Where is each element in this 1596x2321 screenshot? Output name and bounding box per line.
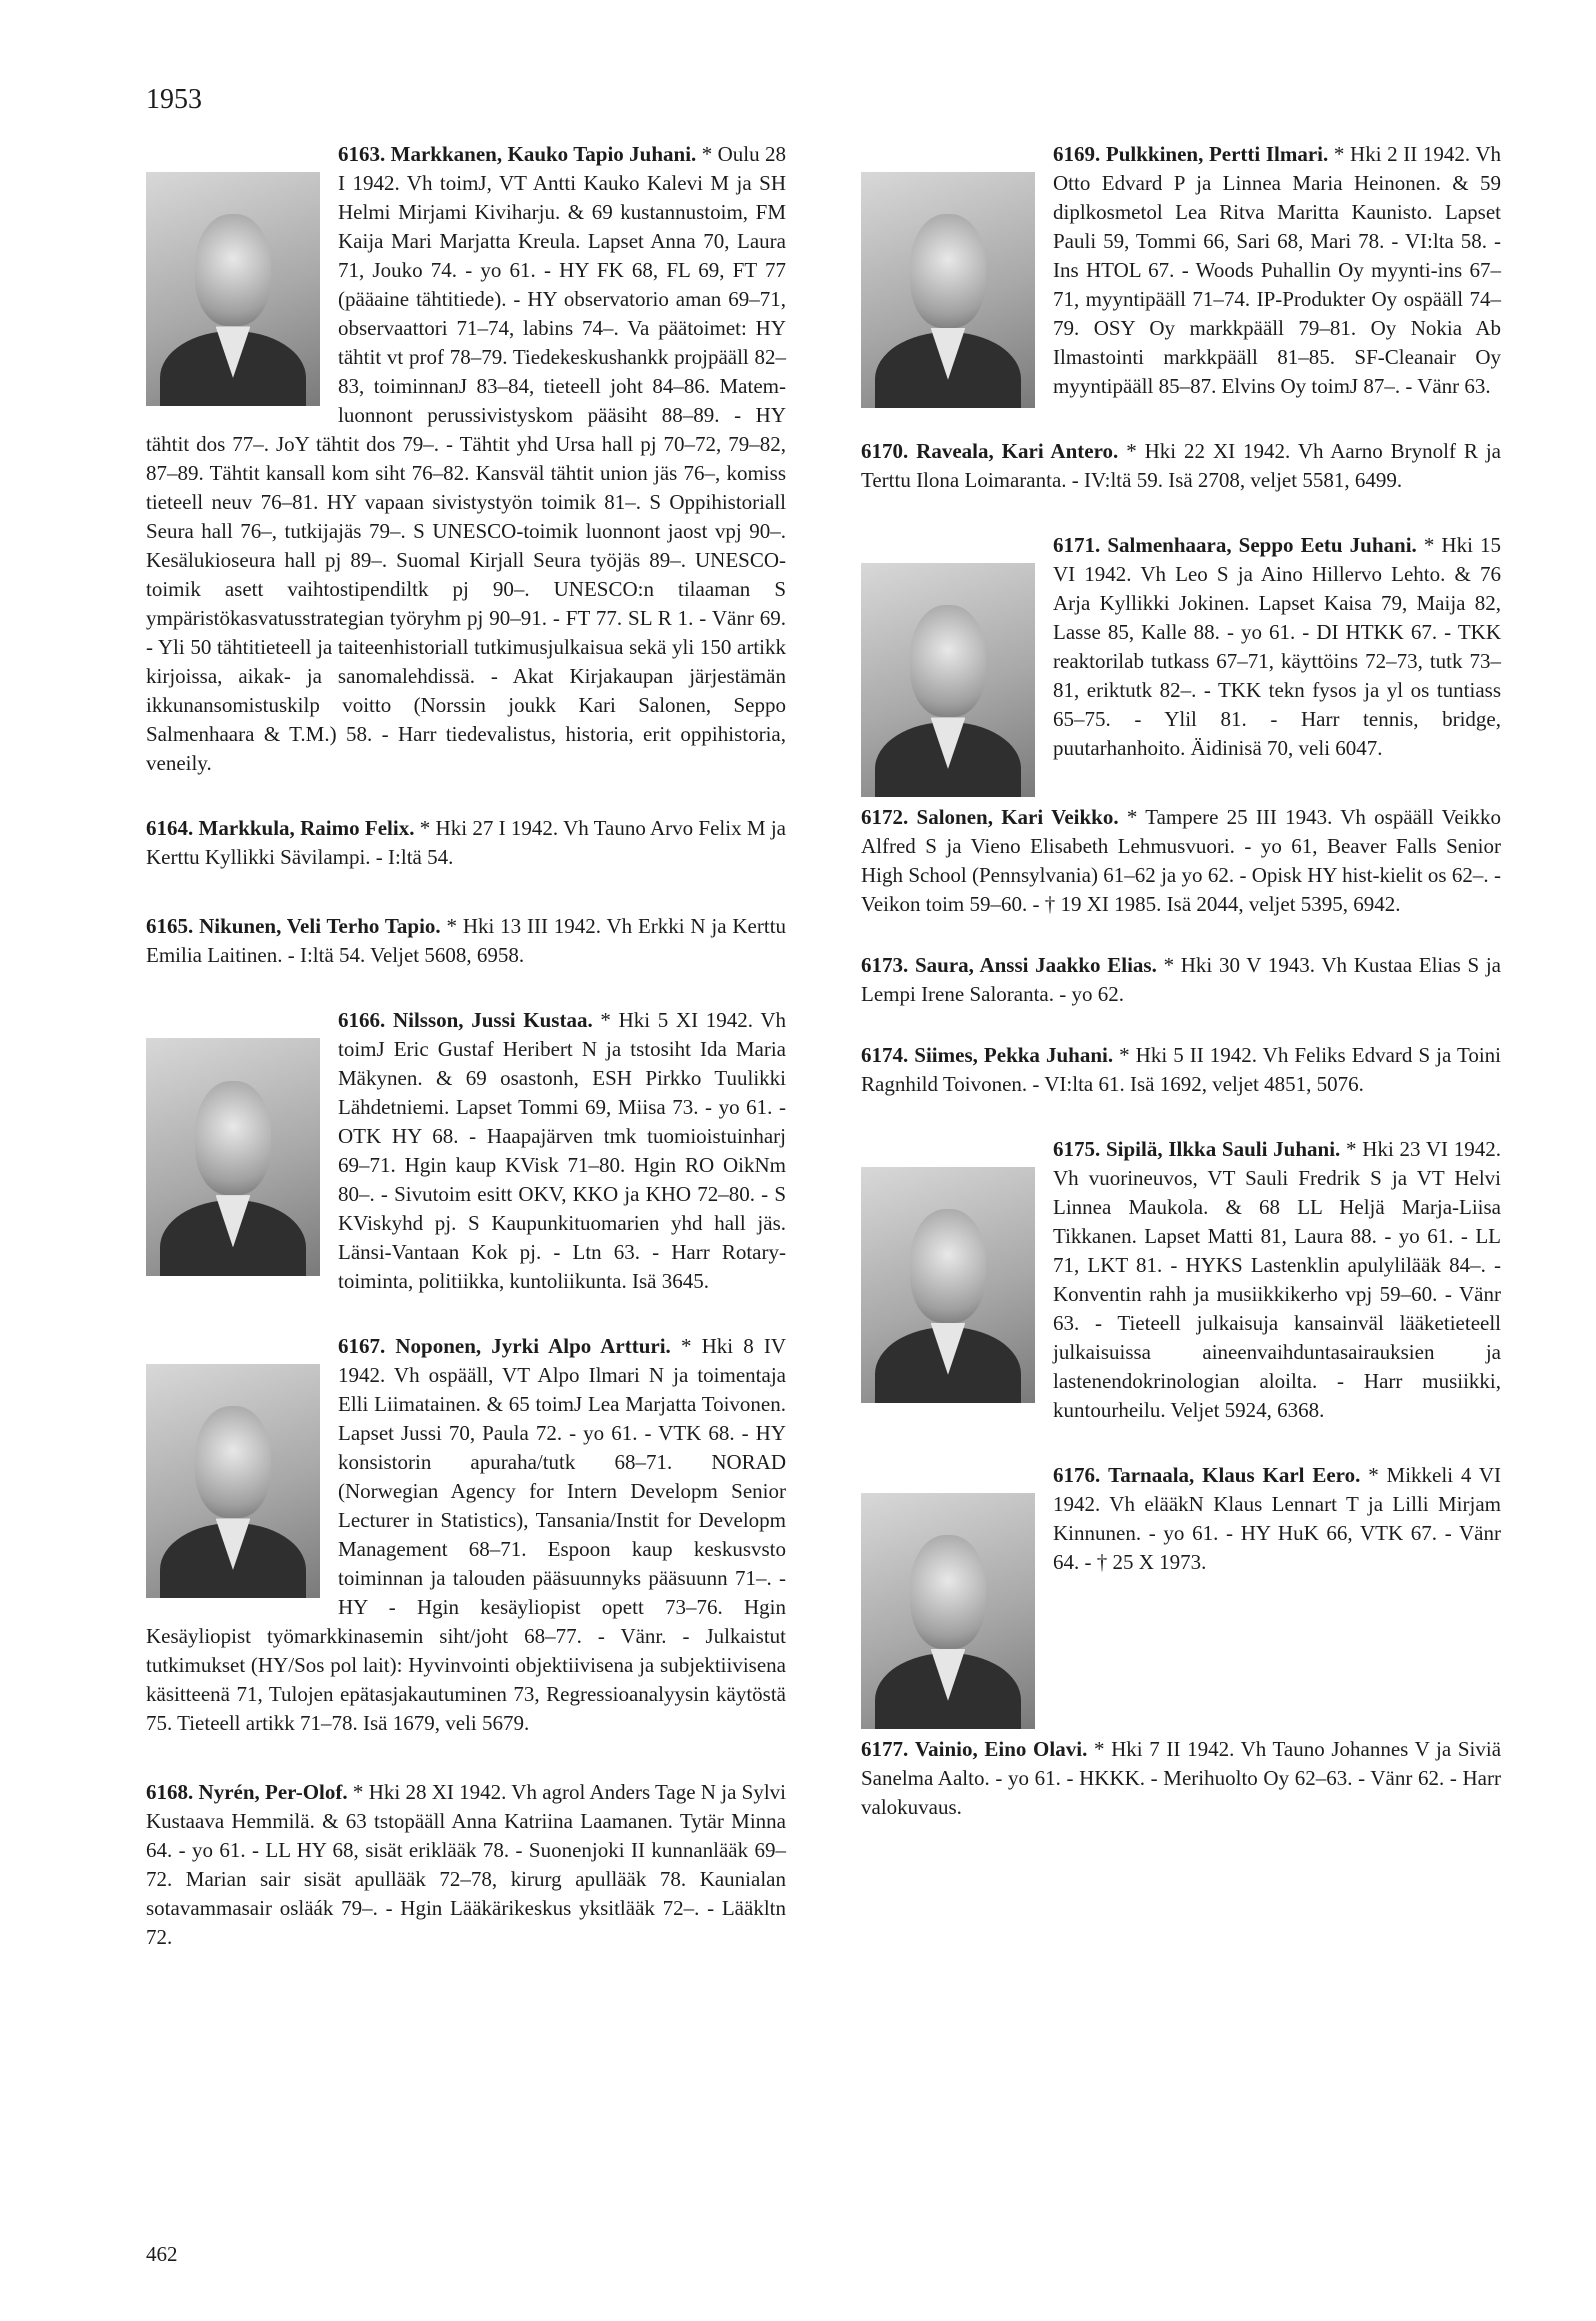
entry-6172 (861, 803, 1501, 919)
entry-name: Salmenhaara, Seppo Eetu Juhani. (1107, 533, 1417, 557)
entry-name: Markkula, Raimo Felix. (198, 816, 415, 840)
entry-text: * Oulu 28 I 1942. Vh toimJ, VT Antti Kauko Kalevi M ja SH Helmi Mirjami Kiviharju. & 69 kustannustoim, FM Kaija Mari Marjatta Kreula. Lapset Anna 70, Laura 71, Jouko 74. - yo 61. - HY FK 68, FL 69, FT 77 (pääaine tähtitiede). - HY observatorio aman 69–71, observaattori 71–74, labins 74–. Va päätoimet: HY tähtit vt prof 78–79. Tiedekeskushankk projpääll 82–83, toiminnanJ 83–84, tieteell joht 84–86. Matem-luonnont perussivistyskom pääsiht 88–89. - HY tähtit dos 77–. JoY tähtit dos 79–. - Tähtit yhd Ursa hall pj 70–72, 79–82, 87–89. Tähtit kansall kom siht 76–82. Kansväl tähtit union jäs 76–, komiss tieteell neuv 76–81. HY vapaan sivistystyön toimik 81–. S Oppihistoriall Seura hall 76–, tutkijajäs 79–. S UNESCO-toimik luonnont jaost vpj 90–. Kesälukioseura hall pj 89–. Suomal Kirjall Seura työjäs 89–. UNESCO-toimik asett vaihtostipendiltk pj 90–. UNESCO:n tilaaman S ympäristökasvatusstrategian työryhm pj 90–91. - FT 77. SL R 1. - Vänr 69. - Yli 50 tähtitieteell ja taiteenhistoriall tutkimusjulkaisua sekä yli 150 artikk kirjoissa, aikak- ja sanomalehdissä. - Akat Kirjakaupan järjestämän ikkunansomistuskilp voitto (Norssin joukk Kari Salonen, Seppo Salmenhaara & T.M.) 58. - Harr tiedevalistus, historia, erit oppihistoria, veneily. (146, 142, 787, 775)
entry-number: 6173. (861, 953, 909, 977)
entry-name: Raveala, Kari Antero. (916, 439, 1119, 463)
portrait-photo (146, 172, 320, 406)
entry-text: * Hki 5 II 1942. Vh Feliks Edvard S ja Toini Ragnhild Toivonen. - VI:lta 61. Isä 1692, veljet 4851, 5076. (861, 1043, 1502, 1096)
entry-6165 (146, 912, 786, 970)
entry-text: * Hki 23 VI 1942. Vh vuorineuvos, VT Sauli Fredrik S ja VT Helvi Linnea Maukola. & 68 LL Heljä Marja-Liisa Tikkanen. Lapset Matti 81, Laura 88. - yo 61. - LL 71, LKT 81. - HYKS Lastenklin apulylilääk 84–. - Konventin rahh ja musiikkikerho vpj 59–60. - Vänr 63. - Tieteell julkaisuja kansainväl lääketieteell julkaisuissa aineenvaihduntasairauksien ja lastenendokrinologian aloilta. - Harr musiikki, kuntourheilu. Veljet 5924, 6368. (1053, 1137, 1501, 1422)
entry-6166 (146, 1006, 786, 1296)
portrait-photo (861, 1493, 1035, 1729)
entry-6175 (861, 1135, 1501, 1425)
entry-number: 6168. (146, 1780, 194, 1804)
entry-6176 (861, 1461, 1501, 1577)
entry-text: * Hki 30 V 1943. Vh Kustaa Elias S ja Lempi Irene Saloranta. - yo 62. (861, 953, 1502, 1006)
entry-text: * Tampere 25 III 1943. Vh ospääll Veikko Alfred S ja Vieno Elisabeth Lehmusvuori. - yo 61, Beaver Falls Senior High School (Pennsylvania) 61–62 ja yo 62. - Opisk HY hist-kielit os 62–. - Veikon toim 59–60. - † 19 XI 1985. Isä 2044, veljet 5395, 6942. (861, 805, 1502, 916)
entry-number: 6167. (338, 1334, 386, 1358)
left-column (146, 140, 786, 1952)
entry-name: Pulkkinen, Pertti Ilmari. (1105, 142, 1329, 166)
entry-6174 (861, 1041, 1501, 1099)
entry-text: * Hki 2 II 1942. Vh Otto Edvard P ja Linnea Maria Heinonen. & 59 diplkosmetol Lea Ritva Maritta Kaunisto. Lapset Pauli 59, Tommi 66, Sari 68, Mari 78. - VI:lta 58. - Ins HTOL 67. - Woods Puhallin Oy myynti-ins 67–71, myyntipääll 71–74. IP-Produkter Oy ospääll 74–79. OSY Oy markkpääll 79–81. Oy Nokia Ab Ilmastointi markkpääll 81–85. SF-Cleanair Oy myyntipääll 85–87. Elvins Oy toimJ 87–. - Vänr 63. (1053, 142, 1502, 398)
entry-text: * Hki 22 XI 1942. Vh Aarno Brynolf R ja Terttu Ilona Loimaranta. - IV:ltä 59. Isä 2708, veljet 5581, 6499. (861, 439, 1501, 492)
entry-text: * Hki 27 I 1942. Vh Tauno Arvo Felix M ja Kerttu Kyllikki Sävilampi. - I:ltä 54. (146, 816, 787, 869)
entry-text: * Hki 8 IV 1942. Vh ospääll, VT Alpo Ilmari N ja toimentaja Elli Liimatainen. & 65 toimJ Lea Marjatta Toivonen. Lapset Jussi 70, Paula 72. - yo 61. - VTK 68. - HY konsistorin apuraha/tutk 68–71. NORAD (Norwegian Agency for Intern Developm Senior Lecturer in Statistics), Tansania/Instit for Developm Management 68–71. Espoon kaup keskusvsto toiminnan ja talouden pääsuunnyks pääsuunn 71–. - HY - Hgin kesäyliopist opett 73–76. Hgin Kesäyliopist työmarkkinasemin siht/joht 68–77. - Vänr. - Julkaistut tutkimukset (HY/Sos pol lait): Hyvinvointi objektiivisena ja subjektiivisena käsitteenä 71, Tulojen epätasjakautuminen 73, Regressioanalyysin käytöstä 75. Tieteell artikk 71–78. Isä 1679, veli 5679. (146, 1334, 787, 1735)
entry-6171 (861, 531, 1501, 763)
entry-name: Noponen, Jyrki Alpo Artturi. (395, 1334, 671, 1358)
entry-name: Siimes, Pekka Juhani. (914, 1043, 1114, 1067)
portrait-photo (146, 1364, 320, 1598)
portrait-photo (861, 172, 1035, 408)
entry-text: * Hki 5 XI 1942. Vh toimJ Eric Gustaf Heribert N ja tstosiht Ida Maria Mäkynen. & 69 osastonh, ESH Pirkko Tuulikki Lähdetniemi. Lapset Tommi 69, Miisa 73. - yo 61. - OTK HY 68. - Haapajärven tmk tuomioistuinharj 69–71. Hgin kaup KVisk 71–80. Hgin RO OikNm 80–. - Sivutoim esitt OKV, KKO ja KHO 72–80. - S KViskyhd pj. S Kaupunkituomarien yhd hall jäs. Länsi-Vantaan Kok pj. - Ltn 63. - Harr Rotary-toiminta, politiikka, kuntoliikunta. Isä 3645. (338, 1008, 786, 1293)
entry-name: Tarnaala, Klaus Karl Eero. (1108, 1463, 1361, 1487)
entry-number: 6169. (1053, 142, 1101, 166)
entry-6168 (146, 1778, 786, 1952)
entry-6164 (146, 814, 786, 872)
page-year: 1953 (146, 84, 202, 115)
entry-number: 6172. (861, 805, 909, 829)
page-number: 462 (146, 2242, 178, 2266)
entry-number: 6177. (861, 1737, 909, 1761)
entry-name: Nyrén, Per-Olof. (198, 1780, 348, 1804)
portrait-photo (146, 1038, 320, 1276)
portrait-photo (861, 1167, 1035, 1403)
entry-6177 (861, 1735, 1501, 1822)
entry-text: * Hki 7 II 1942. Vh Tauno Johannes V ja Siviä Sanelma Aalto. - yo 61. - HKKK. - Merihuolto Oy 62–63. - Vänr 62. - Harr valokuvaus. (861, 1737, 1502, 1819)
entry-number: 6174. (861, 1043, 909, 1067)
entry-text: * Mikkeli 4 VI 1942. Vh elääkN Klaus Lennart T ja Lilli Mirjam Kinnunen. - yo 61. - HY HuK 66, VTK 67. - Vänr 64. - † 25 X 1973. (1053, 1463, 1502, 1574)
right-column (861, 140, 1501, 1822)
entry-text: * Hki 15 VI 1942. Vh Leo S ja Aino Hillervo Lehto. & 76 Arja Kyllikki Jokinen. Lapset Kaisa 79, Maija 82, Lasse 85, Kalle 88. - yo 61. - DI HTKK 67. - TKK reaktorilab tutkass 67–71, käyttöins 72–73, tutk 73–81, eriktutk 82–. - TKK tekn fysos ja yl os tuntiass 65–75. - Ylil 81. - Harr tennis, bridge, puutarhanhoito. Äidinisä 70, veli 6047. (1053, 533, 1502, 760)
entry-number: 6171. (1053, 533, 1101, 557)
entry-6170 (861, 437, 1501, 495)
entry-number: 6166. (338, 1008, 386, 1032)
entry-6169 (861, 140, 1501, 401)
entry-number: 6176. (1053, 1463, 1101, 1487)
entry-6173 (861, 951, 1501, 1009)
portrait-photo (861, 563, 1035, 797)
entry-name: Nikunen, Veli Terho Tapio. (199, 914, 441, 938)
entry-number: 6165. (146, 914, 194, 938)
entry-number: 6175. (1053, 1137, 1101, 1161)
entry-6163 (146, 140, 786, 778)
entry-name: Nilsson, Jussi Kustaa. (392, 1008, 593, 1032)
entry-text: * Hki 13 III 1942. Vh Erkki N ja Kerttu Emilia Laitinen. - I:ltä 54. Veljet 5608, 6958. (146, 914, 787, 967)
entry-name: Salonen, Kari Veikko. (916, 805, 1119, 829)
entry-name: Vainio, Eino Olavi. (914, 1737, 1088, 1761)
entry-6167 (146, 1332, 786, 1738)
entry-text: * Hki 28 XI 1942. Vh agrol Anders Tage N ja Sylvi Kustaava Hemmilä. & 63 tstopääll Anna Katriina Laamanen. Tytär Minna 64. - yo 61. - LL HY 68, sisät eriklääk 78. - Suonenjoki II kunnanlääk 69–72. Marian sair sisät apullääk 72–78, kirurg apullääk 78. Kaunialan sotavammasair osläák 79–. - Hgin Lääkärikeskus yksitlääk 72–. - Lääkltn 72. (146, 1780, 787, 1949)
entry-name: Markkanen, Kauko Tapio Juhani. (390, 142, 697, 166)
entry-number: 6164. (146, 816, 194, 840)
entry-number: 6170. (861, 439, 909, 463)
entry-name: Sipilä, Ilkka Sauli Juhani. (1105, 1137, 1341, 1161)
entry-name: Saura, Anssi Jaakko Elias. (914, 953, 1157, 977)
entry-number: 6163. (338, 142, 386, 166)
